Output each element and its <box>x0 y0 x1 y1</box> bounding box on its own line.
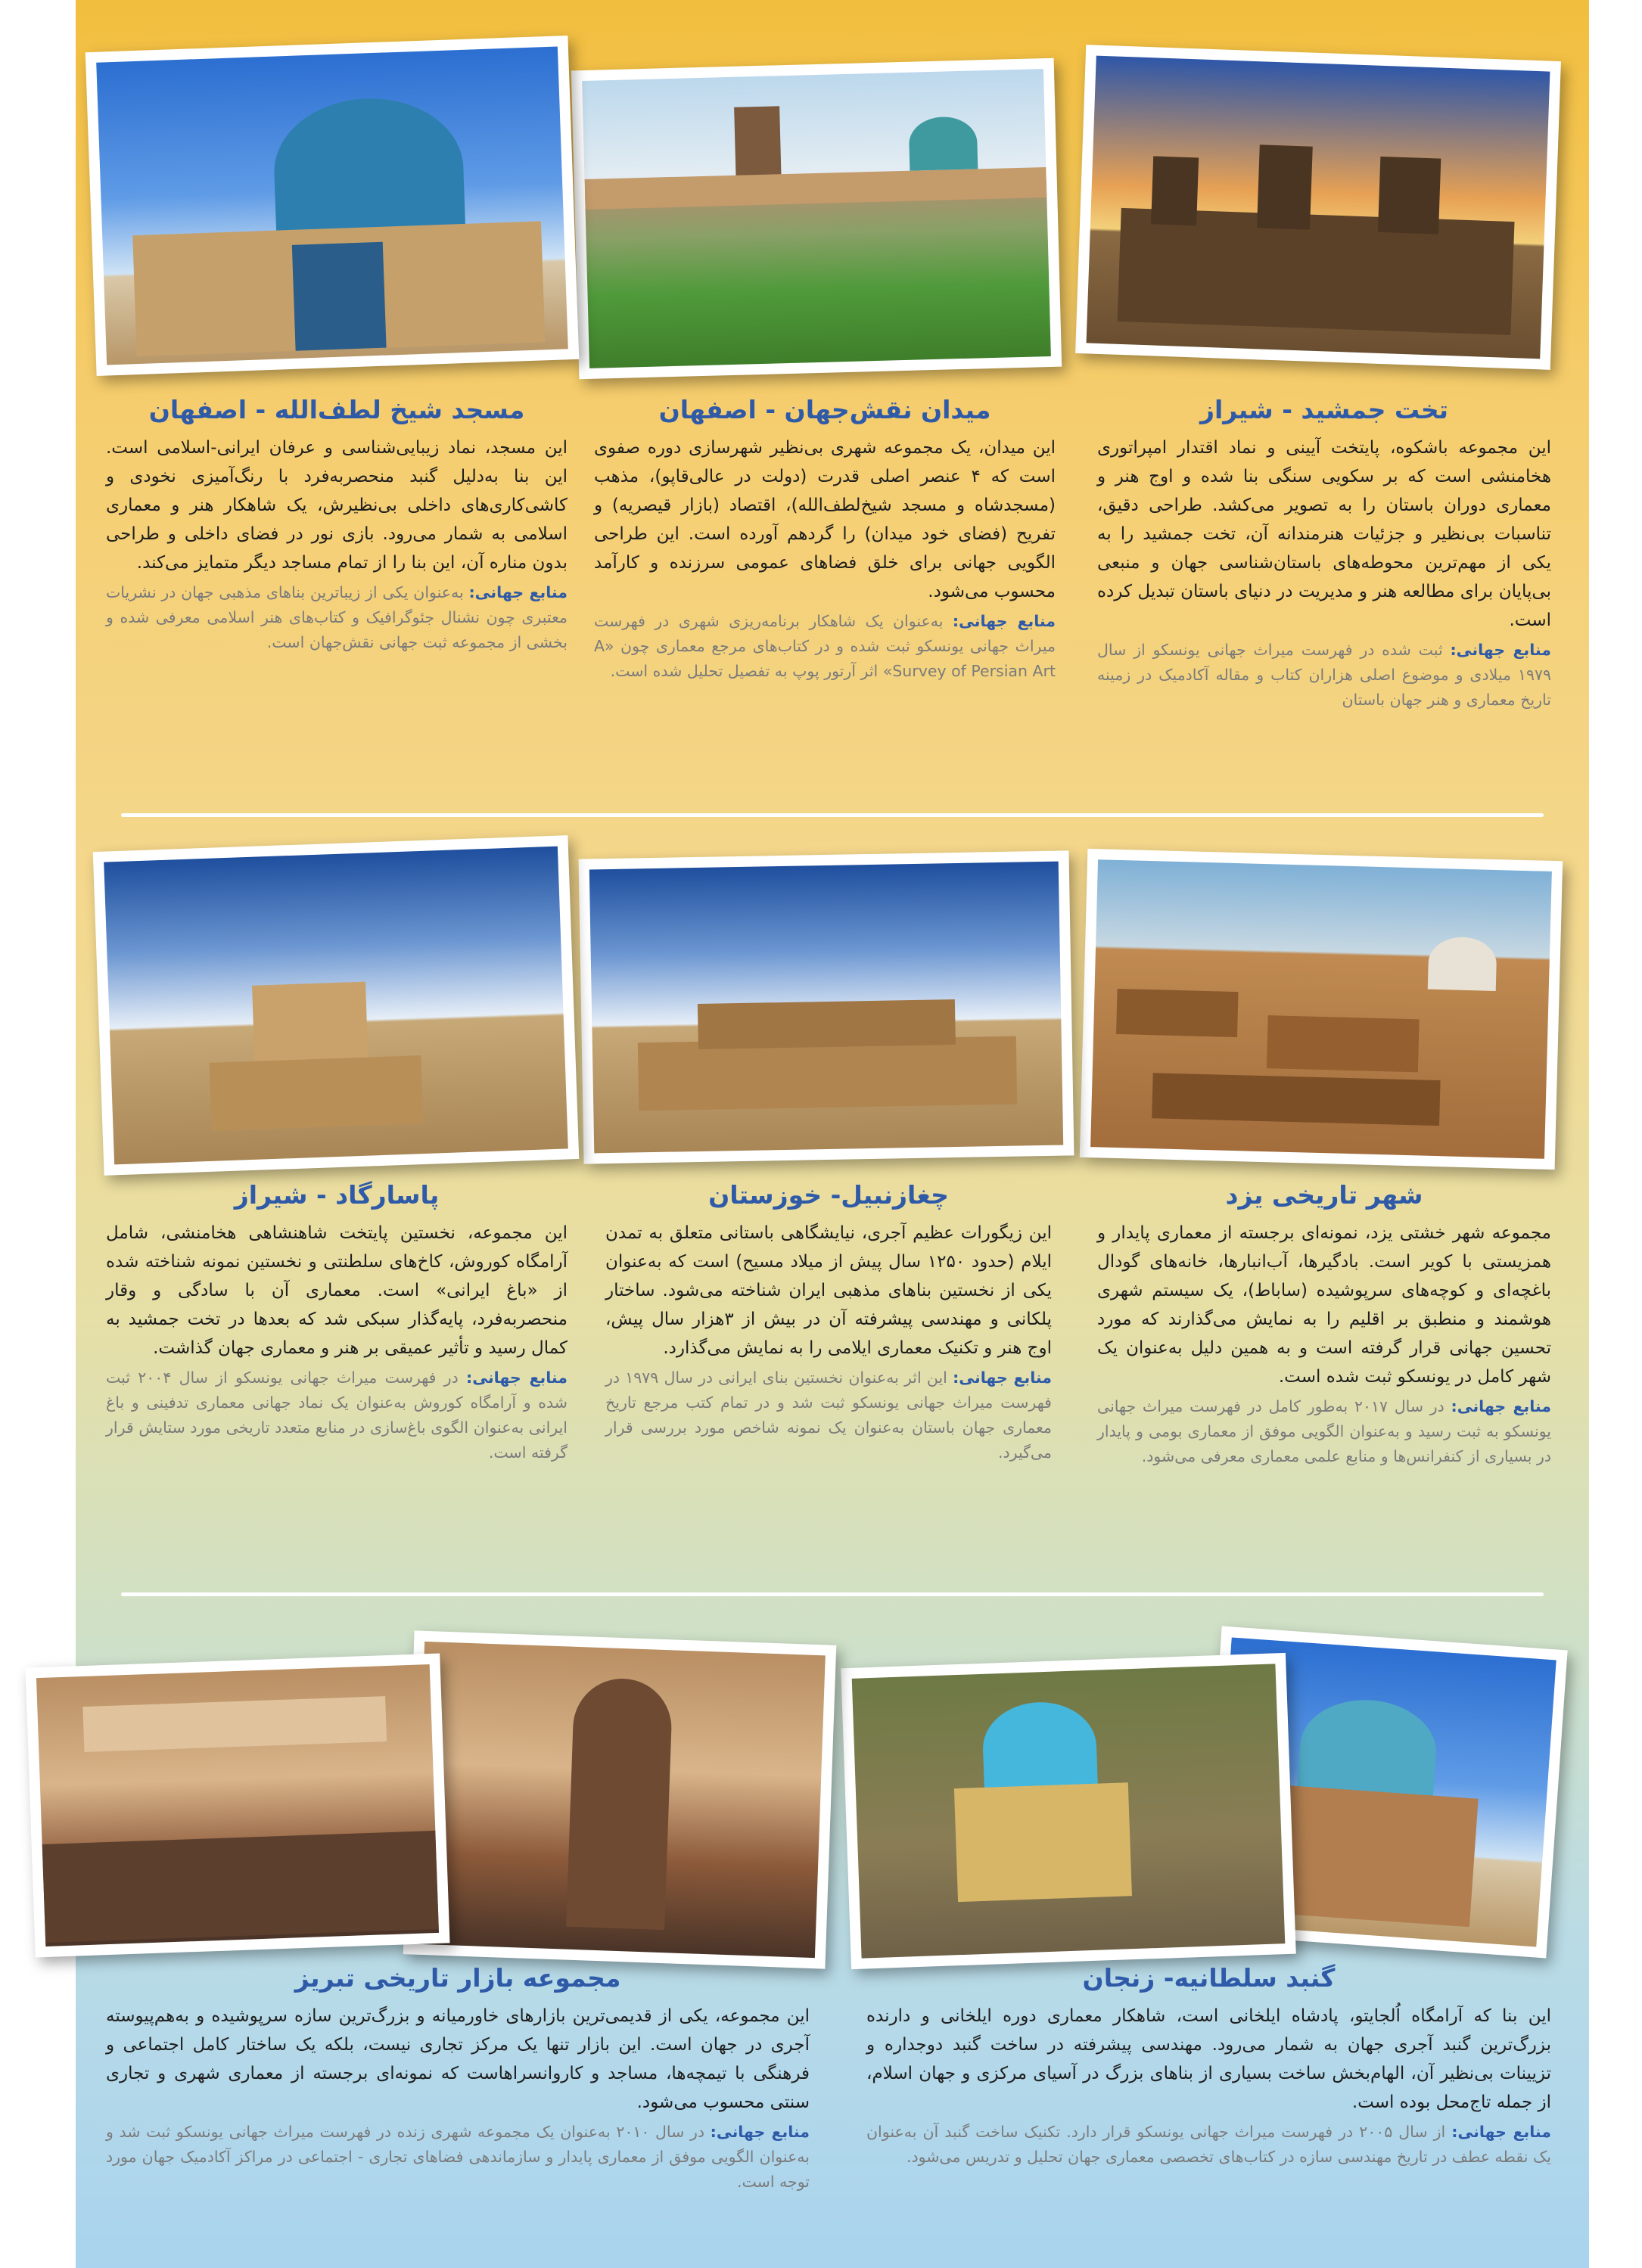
section-sources <box>106 580 568 655</box>
section-sources <box>594 609 1056 684</box>
section-chogha-zanbil <box>605 1180 1052 1465</box>
source-text: به‌عنوان یکی از زیباترین بناهای مذهبی جهان در نشریات معتبری چون نشنال جئوگرافیک و کتاب‌های هنر اسلامی معرفی شده و بخشی از مجموعه ثبت جهانی نقش‌جهان است. <box>106 583 568 651</box>
section-title: چغازنبیل- خوزستان <box>708 1180 949 1210</box>
section-body: مجموعه شهر خشتی یزد، نمونه‌ای برجسته از معماری پایدار و همزیستی با کویر است. بادگیرها، آب‌انبارها، خانه‌های گودال باغچه‌ای و کوچه‌های سرپوشیده (ساباط)، یک سیستم شهری هوشمند و منطبق بر اقلیم را به نمایش می‌گذارند که مورد تحسین جهانی قرار گرفته است و به همین دلیل به‌عنوان یک شهر کامل در یونسکو ثبت شده است. <box>1097 1223 1551 1387</box>
source-text: ثبت شده در فهرست میراث جهانی یونسکو از سال ۱۹۷۹ میلادی و موضوع اصلی هزاران کتاب و مقاله آکادمیک در زمینه تاریخ معماری و هنر جهان باستان <box>1097 641 1551 709</box>
naqsh-jahan-image <box>582 69 1051 368</box>
lotfollah-image <box>96 46 568 365</box>
bazaar-image-2 <box>414 1642 826 1958</box>
source-label: منابع جهانی: <box>466 1369 568 1387</box>
photo-yazd <box>1080 849 1563 1170</box>
section-soltaniyeh <box>866 1963 1551 2170</box>
persepolis-image <box>1087 56 1550 359</box>
photo-lotfollah <box>86 36 580 376</box>
photo-soltaniyeh-1 <box>841 1653 1296 1969</box>
source-text-pre: به‌عنوان یک شاهکار برنامه‌ریزی شهری در فهرست میراث جهانی یونسکو ثبت شده و در کتاب‌های مرجع معماری چون « <box>594 612 1056 655</box>
source-label: منابع جهانی: <box>1450 641 1551 659</box>
section-body: این میدان، یک مجموعه شهری بی‌نظیر شهرسازی دوره صفوی است که ۴ عنصر اصلی قدرت (دولت در عالی‌قاپو)، مذهب (مسجدشاه و مسجد شیخ‌لطف‌الله)، اقتصاد (بازار قیصریه) و تفریح (فضای خود میدان) را گردهم آورده است. این طراحی الگویی جهانی برای خلق فضاهای عمومی سرزنده و کارآمد محسوب می‌شود. <box>594 438 1056 601</box>
section-title: گنبد سلطانیه- زنجان <box>1082 1963 1336 1993</box>
source-label: منابع جهانی: <box>952 612 1056 630</box>
section-pasargadae <box>106 1180 568 1465</box>
photo-naqsh-jahan <box>571 58 1062 380</box>
source-text: این اثر به‌عنوان نخستین بنای ایرانی در سال ۱۹۷۹ در فهرست میراث جهانی یونسکو ثبت شد و در تمام کتب مرجع تاریخ معماری جهان باستان به‌عنوان یک نمونه شاخص مورد بررسی قرار می‌گیرد. <box>605 1369 1052 1462</box>
section-lotfollah <box>106 395 568 655</box>
photo-bazaar-1 <box>25 1654 449 1958</box>
source-text: در سال ۲۰۱۰ به‌عنوان یک مجموعه شهری زنده در فهرست میراث جهانی یونسکو ثبت شد و به‌عنوان الگویی موفق از معماری پایدار و سازماندهی فضاهای تجاری - اجتماعی در مراکز آکادمیک جهان مورد توجه است. <box>106 2123 810 2191</box>
section-yazd <box>1097 1180 1551 1469</box>
section-title: تخت جمشید - شیراز <box>1199 395 1449 424</box>
section-sources <box>106 2120 810 2195</box>
section-body: این مجموعه باشکوه، پایتخت آیینی و نماد اقتدار امپراتوری هخامنشی است که بر سکویی سنگی بنا شده و اوج هنر و معماری دوران باستان را به تصویر می‌کشد. طراحی دقیق، تناسبات بی‌نظیر و جزئیات هنرمندانه آن، تخت جمشید را به یکی از مهم‌ترین محوطه‌های باستان‌شناسی جهان و منبعی بی‌پایان برای مطالعه هنر و مدیریت در دنیای باستان تبدیل کرده است. <box>1097 438 1551 630</box>
source-text: در فهرست میراث جهانی یونسکو از سال ۲۰۰۴ ثبت شده و آرامگاه کوروش به‌عنوان یک نماد جهانی معماری تدفینی و باغ ایرانی به‌عنوان الگوی باغ‌سازی در منابع متعدد تاریخی مورد ستایش قرار گرفته است. <box>106 1369 568 1462</box>
soltaniyeh-image-1 <box>852 1664 1286 1958</box>
section-sources <box>866 2120 1551 2170</box>
source-label: منابع جهانی: <box>1451 2123 1551 2141</box>
section-body: این مجموعه، یکی از قدیمی‌ترین بازارهای خاورمیانه و بزرگ‌ترین سازه سرپوشیده و به‌هم‌پیوسته آجری در جهان است. این بازار تنها یک مرکز تجاری نیست، بلکه یک ساختار کامل اجتماعی و فرهنگی با تیمچه‌ها، مساجد و کاروانسراهاست که نمونه‌ای برجسته از معماری شهری و تجاری سنتی محسوب می‌شود. <box>106 2006 810 2112</box>
section-sources <box>106 1365 568 1465</box>
section-body: این بنا که آرامگاه اُلجایتو، پادشاه ایلخانی است، شاهکار معماری دوره ایلخانی و دارنده بزرگ‌ترین گنبد آجری جهان به شمار می‌رود. مهندسی پیشرفته در ساخت گنبد دوجداره و تزیینات بی‌نظیر آن، الهام‌بخش ساخت بسیاری از بناهای بزرگ در آسیای مرکزی و جهان اسلام، از جمله تاج‌محل بوده است. <box>866 2006 1551 2112</box>
pasargadae-image <box>104 847 568 1165</box>
source-text: از سال ۲۰۰۵ در فهرست میراث جهانی یونسکو قرار دارد. تکنیک ساخت گنبد آن به‌عنوان یک نقطه عطف در تاریخ مهندسی سازه در کتاب‌های تخصصی معماری جهان تحلیل و تدریس می‌شود. <box>866 2123 1551 2166</box>
section-sources <box>605 1365 1052 1465</box>
source-label: منابع جهانی: <box>1451 1397 1551 1415</box>
section-body: این مجموعه، نخستین پایتخت شاهنشاهی هخامنشی، شامل آرامگاه کوروش، کاخ‌های سلطنتی و نخستین نمونه شناخته شده از «باغ ایرانی» است. معماری آن با سادگی و وقار منحصربه‌فرد، پایه‌گذار سبکی شد که بعدها در تخت جمشید به کمال رسید و تأثیر عمیقی بر هنر و معماری جهان گذاشت. <box>106 1223 568 1358</box>
section-title: مسجد شیخ لطف‌الله - اصفهان <box>148 395 525 424</box>
section-body: این مسجد، نماد زیبایی‌شناسی و عرفان ایرانی-اسلامی است. این بنا به‌دلیل گنبد منحصربه‌فرد با رنگ‌آمیزی نخودی و کاشی‌کاری‌های داخلی بی‌نظیرش، یک شاهکار هنر و معماری اسلامی به شمار می‌رود. بازی نور در فضای داخلی و طراحی بدون مناره آن، این بنا را از تمام مساجد دیگر متمایز می‌کند. <box>106 438 568 573</box>
section-body: این زیگورات عظیم آجری، نیایشگاهی باستانی متعلق به تمدن ایلام (حدود ۱۲۵۰ سال پیش از میلاد مسیح) است که به‌عنوان یکی از نخستین بناهای مذهبی ایران شناخته می‌شود. ساختار پلکانی و مهندسی پیشرفته آن در بیش از ۳هزار سال پیش، اوج هنر و تکنیک معماری ایلامی را به نمایش می‌گذارد. <box>605 1223 1052 1358</box>
yazd-image <box>1090 859 1552 1159</box>
section-naqsh-jahan <box>594 395 1056 684</box>
section-sources <box>1097 638 1551 713</box>
section-title: پاسارگاد - شیراز <box>234 1180 440 1210</box>
photo-bazaar-2 <box>403 1630 837 1968</box>
section-divider <box>121 813 1544 817</box>
photo-persepolis <box>1075 45 1561 370</box>
source-label: منابع جهانی: <box>468 583 568 601</box>
section-tabriz-bazaar <box>106 1963 810 2195</box>
source-book-title: A Survey of Persian Art <box>594 637 1056 680</box>
bazaar-image-1 <box>36 1664 439 1946</box>
section-divider <box>121 1592 1544 1596</box>
source-text: در سال ۲۰۱۷ به‌طور کامل در فهرست میراث جهانی یونسکو به ثبت رسید و به‌عنوان الگویی موفق از معماری بومی و پایدار در بسیاری از کنفرانس‌ها و منابع علمی معماری معرفی می‌شود. <box>1097 1397 1551 1465</box>
source-label: منابع جهانی: <box>953 1369 1052 1387</box>
section-title: میدان نقش‌جهان - اصفهان <box>658 395 991 424</box>
photo-pasargadae <box>93 835 580 1176</box>
section-title: شهر تاریخی یزد <box>1225 1180 1423 1210</box>
section-sources <box>1097 1394 1551 1469</box>
photo-chogha-zanbil <box>579 850 1074 1164</box>
source-text-post: » اثر آرتور پوپ به تفصیل تحلیل شده است. <box>610 662 893 680</box>
section-title: مجموعه بازار تاریخی تبریز <box>294 1963 621 1993</box>
source-label: منابع جهانی: <box>710 2123 810 2141</box>
section-persepolis <box>1097 395 1551 713</box>
chogha-zanbil-image <box>589 862 1063 1154</box>
